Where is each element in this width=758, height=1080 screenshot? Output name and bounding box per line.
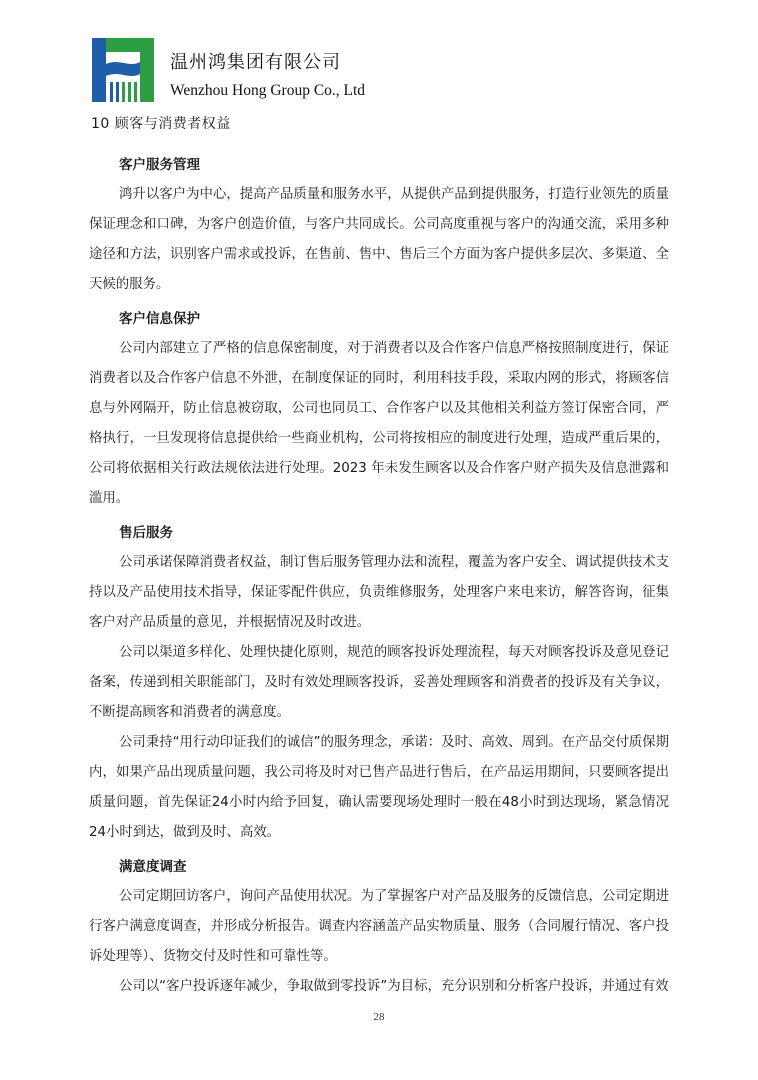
- section-customer-info-protection: [89, 304, 669, 514]
- paragraph: 公司承诺保障消费者权益，制订售后服务管理办法和流程，覆盖为客户安全、调试提供技术支持以及产品使用技术指导，保证零配件供应，负责维修服务，处理客户来电来访，解答咨询，征集客户对产品质量的意见，并根据情况及时改进。: [89, 555, 669, 630]
- company-name-chinese: 温州鸿集团有限公司: [170, 52, 341, 73]
- paragraph: 公司内部建立了严格的信息保密制度，对于消费者以及合作客户信息严格按照制度进行，保证消费者以及合作客户信息不外泄，在制度保证的同时，利用科技手段，采取内网的形式，将顾客信息与外网隔开，防止信息被窃取，公司也同员工、合作客户以及其他相关利益方签订保密合同，严格执行，一旦发现将信息提供给一些商业机构，公司将按相应的制度进行处理，造成严重后果的，公司将依据相关行政法规依法进行处理。2023 年未发生顾客以及合作客户财产损失及信息泄露和滥用。: [89, 341, 669, 506]
- paragraph: 鸿升以客户为中心，提高产品质量和服务水平，从提供产品到提供服务，打造行业领先的质量保证理念和口碑，为客户创造价值，与客户共同成长。公司高度重视与客户的沟通交流，采用多种途径和方法，识别客户需求或投诉，在售前、售中、售后三个方面为客户提供多层次、多渠道、全天候的服务。: [89, 187, 669, 292]
- subheading: 客户信息保护: [119, 311, 200, 327]
- subheading: 满意度调查: [119, 859, 187, 875]
- paragraph: 公司秉持“用行动印证我们的诚信”的服务理念，承诺：及时、高效、周到。在产品交付质保期内，如果产品出现质量问题，我公司将及时对已售产品进行售后，在产品运用期间，只要顾客提出质量问题，首先保证24小时内给予回复，确认需要现场处理时一般在48小时到达现场，紧急情况24小时到达，做到及时、高效。: [89, 735, 669, 840]
- section-after-sales: [89, 518, 669, 848]
- section-satisfaction-survey: [89, 852, 669, 1002]
- paragraph: 公司以“客户投诉逐年减少，争取做到零投诉”为目标，充分识别和分析客户投诉，并通过有效: [119, 979, 669, 994]
- page-header: [86, 34, 686, 106]
- paragraph: 公司定期回访客户，询问产品使用状况。为了掌握客户对产品及服务的反馈信息，公司定期进行客户满意度调查，并形成分析报告。调查内容涵盖产品实物质量、服务（合同履行情况、客户投诉处理等）、货物交付及时性和可靠性等。: [89, 889, 669, 964]
- section-customer-service: [89, 150, 669, 300]
- document-body: [89, 150, 669, 1002]
- page-number: 28: [373, 1011, 385, 1023]
- company-name-english: Wenzhou Hong Group Co., Ltd: [170, 82, 366, 99]
- paragraph: 公司以渠道多样化、处理快捷化原则，规范的顾客投诉处理流程，每天对顾客投诉及意见登记备案，传递到相关职能部门，及时有效处理顾客投诉，妥善处理顾客和消费者的投诉及有关争议， 不断提高顾客和消费者的满意度。: [89, 645, 669, 720]
- company-logo-icon: [92, 38, 154, 102]
- section-title: 10 顾客与消费者权益: [91, 116, 231, 132]
- subheading: 售后服务: [119, 525, 173, 541]
- subheading: 客户服务管理: [119, 157, 200, 173]
